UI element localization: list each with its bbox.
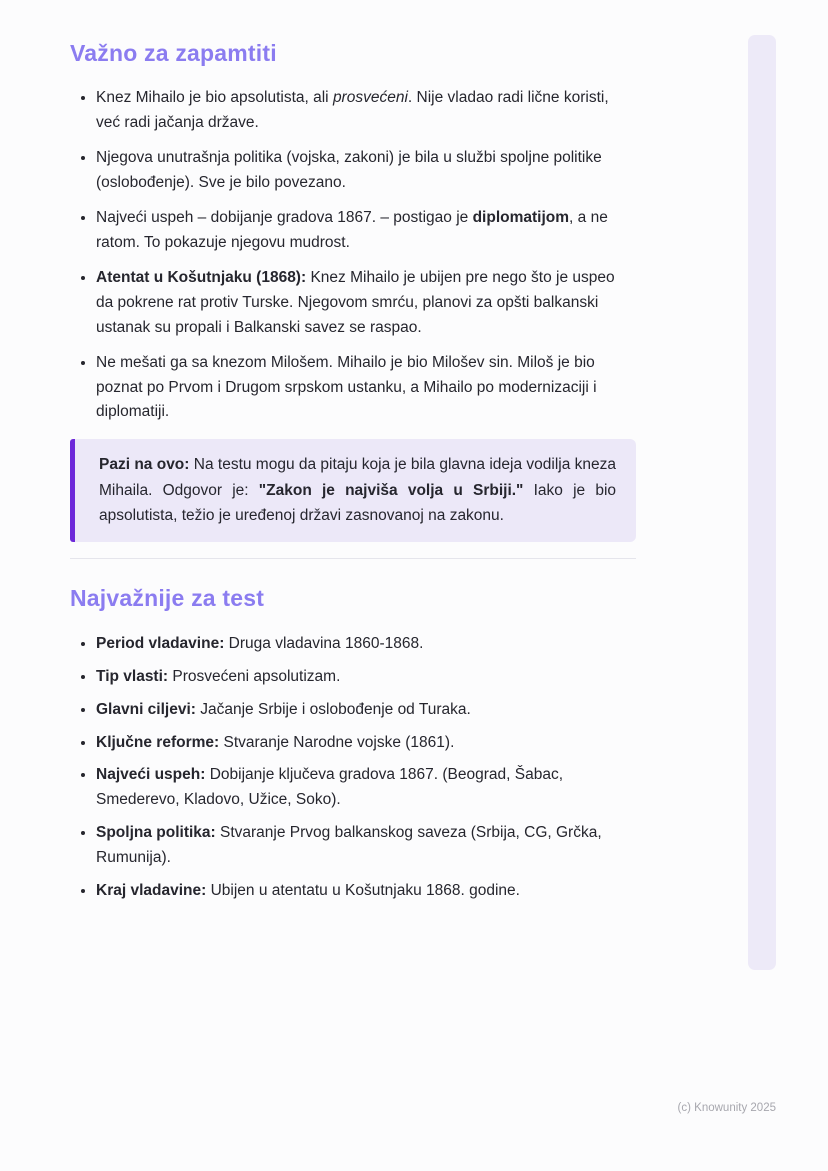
list-item: • Glavni ciljevi: Jačanje Srbije i oslobođenje od Turaka. <box>96 698 636 723</box>
list-item: • Tip vlasti: Prosvećeni apsolutizam. <box>96 665 636 690</box>
list-item: • Najveći uspeh – dobijanje gradova 1867. – postigao je diplomatijom, a ne ratom. To pokazuje njegovu mudrost. <box>96 206 636 256</box>
list-item: • Najveći uspeh: Dobijanje ključeva gradova 1867. (Beograd, Šabac, Smederevo, Kladovo, Užice, Soko). <box>96 763 636 813</box>
next-page-edge <box>748 35 776 970</box>
callout-pazi-na-ovo <box>70 439 636 541</box>
bullet-list-test <box>70 632 636 905</box>
footer-credit: (c) Knowunity 2025 <box>677 1102 776 1114</box>
section-title-najvaznije-za-test: Najvažnije za test <box>70 584 265 611</box>
section-divider <box>70 558 636 559</box>
list-item: • Knez Mihailo je bio apsolutista, ali prosvećeni. Nije vladao radi lične koristi, već radi jačanja države. <box>96 86 636 136</box>
list-item: • Njegova unutrašnja politika (vojska, zakoni) je bila u službi spoljne politike (oslobođenje). Sve je bilo povezano. <box>96 146 636 196</box>
section-title-vazno-za-zapamtiti: Važno za zapamtiti <box>70 40 277 66</box>
study-notes-page <box>70 0 636 912</box>
list-item: • Ne mešati ga sa knezom Milošem. Mihailo je bio Milošev sin. Miloš je bio poznat po Prvom i Drugom srpskom ustanku, a Mihailo po modernizaciji i diplomatiji. <box>96 351 636 426</box>
list-item: • Spoljna politika: Stvaranje Prvog balkanskog saveza (Srbija, CG, Grčka, Rumunija). <box>96 821 636 871</box>
list-item: • Period vladavine: Druga vladavina 1860-1868. <box>96 632 636 657</box>
list-item: • Atentat u Košutnjaku (1868): Knez Mihailo je ubijen pre nego što je uspeo da pokrene rat protiv Turske. Njegovom smrću, planovi za opšti balkanski ustanak su propali i Balkanski savez se raspao. <box>96 266 636 341</box>
callout-text: Pazi na ovo: Na testu mogu da pitaju koja je bila glavna ideja vodilja kneza Mihaila. Odgovor je: "Zakon je najviša volja u Srbiji." Iako je bio apsolutista, težio je uređenoj državi zasnovanoj na zakonu. <box>99 456 617 525</box>
bullet-list-vazno <box>70 86 636 425</box>
list-item: • Kraj vladavine: Ubijen u atentatu u Košutnjaku 1868. godine. <box>96 879 636 904</box>
list-item: • Ključne reforme: Stvaranje Narodne vojske (1861). <box>96 731 636 756</box>
